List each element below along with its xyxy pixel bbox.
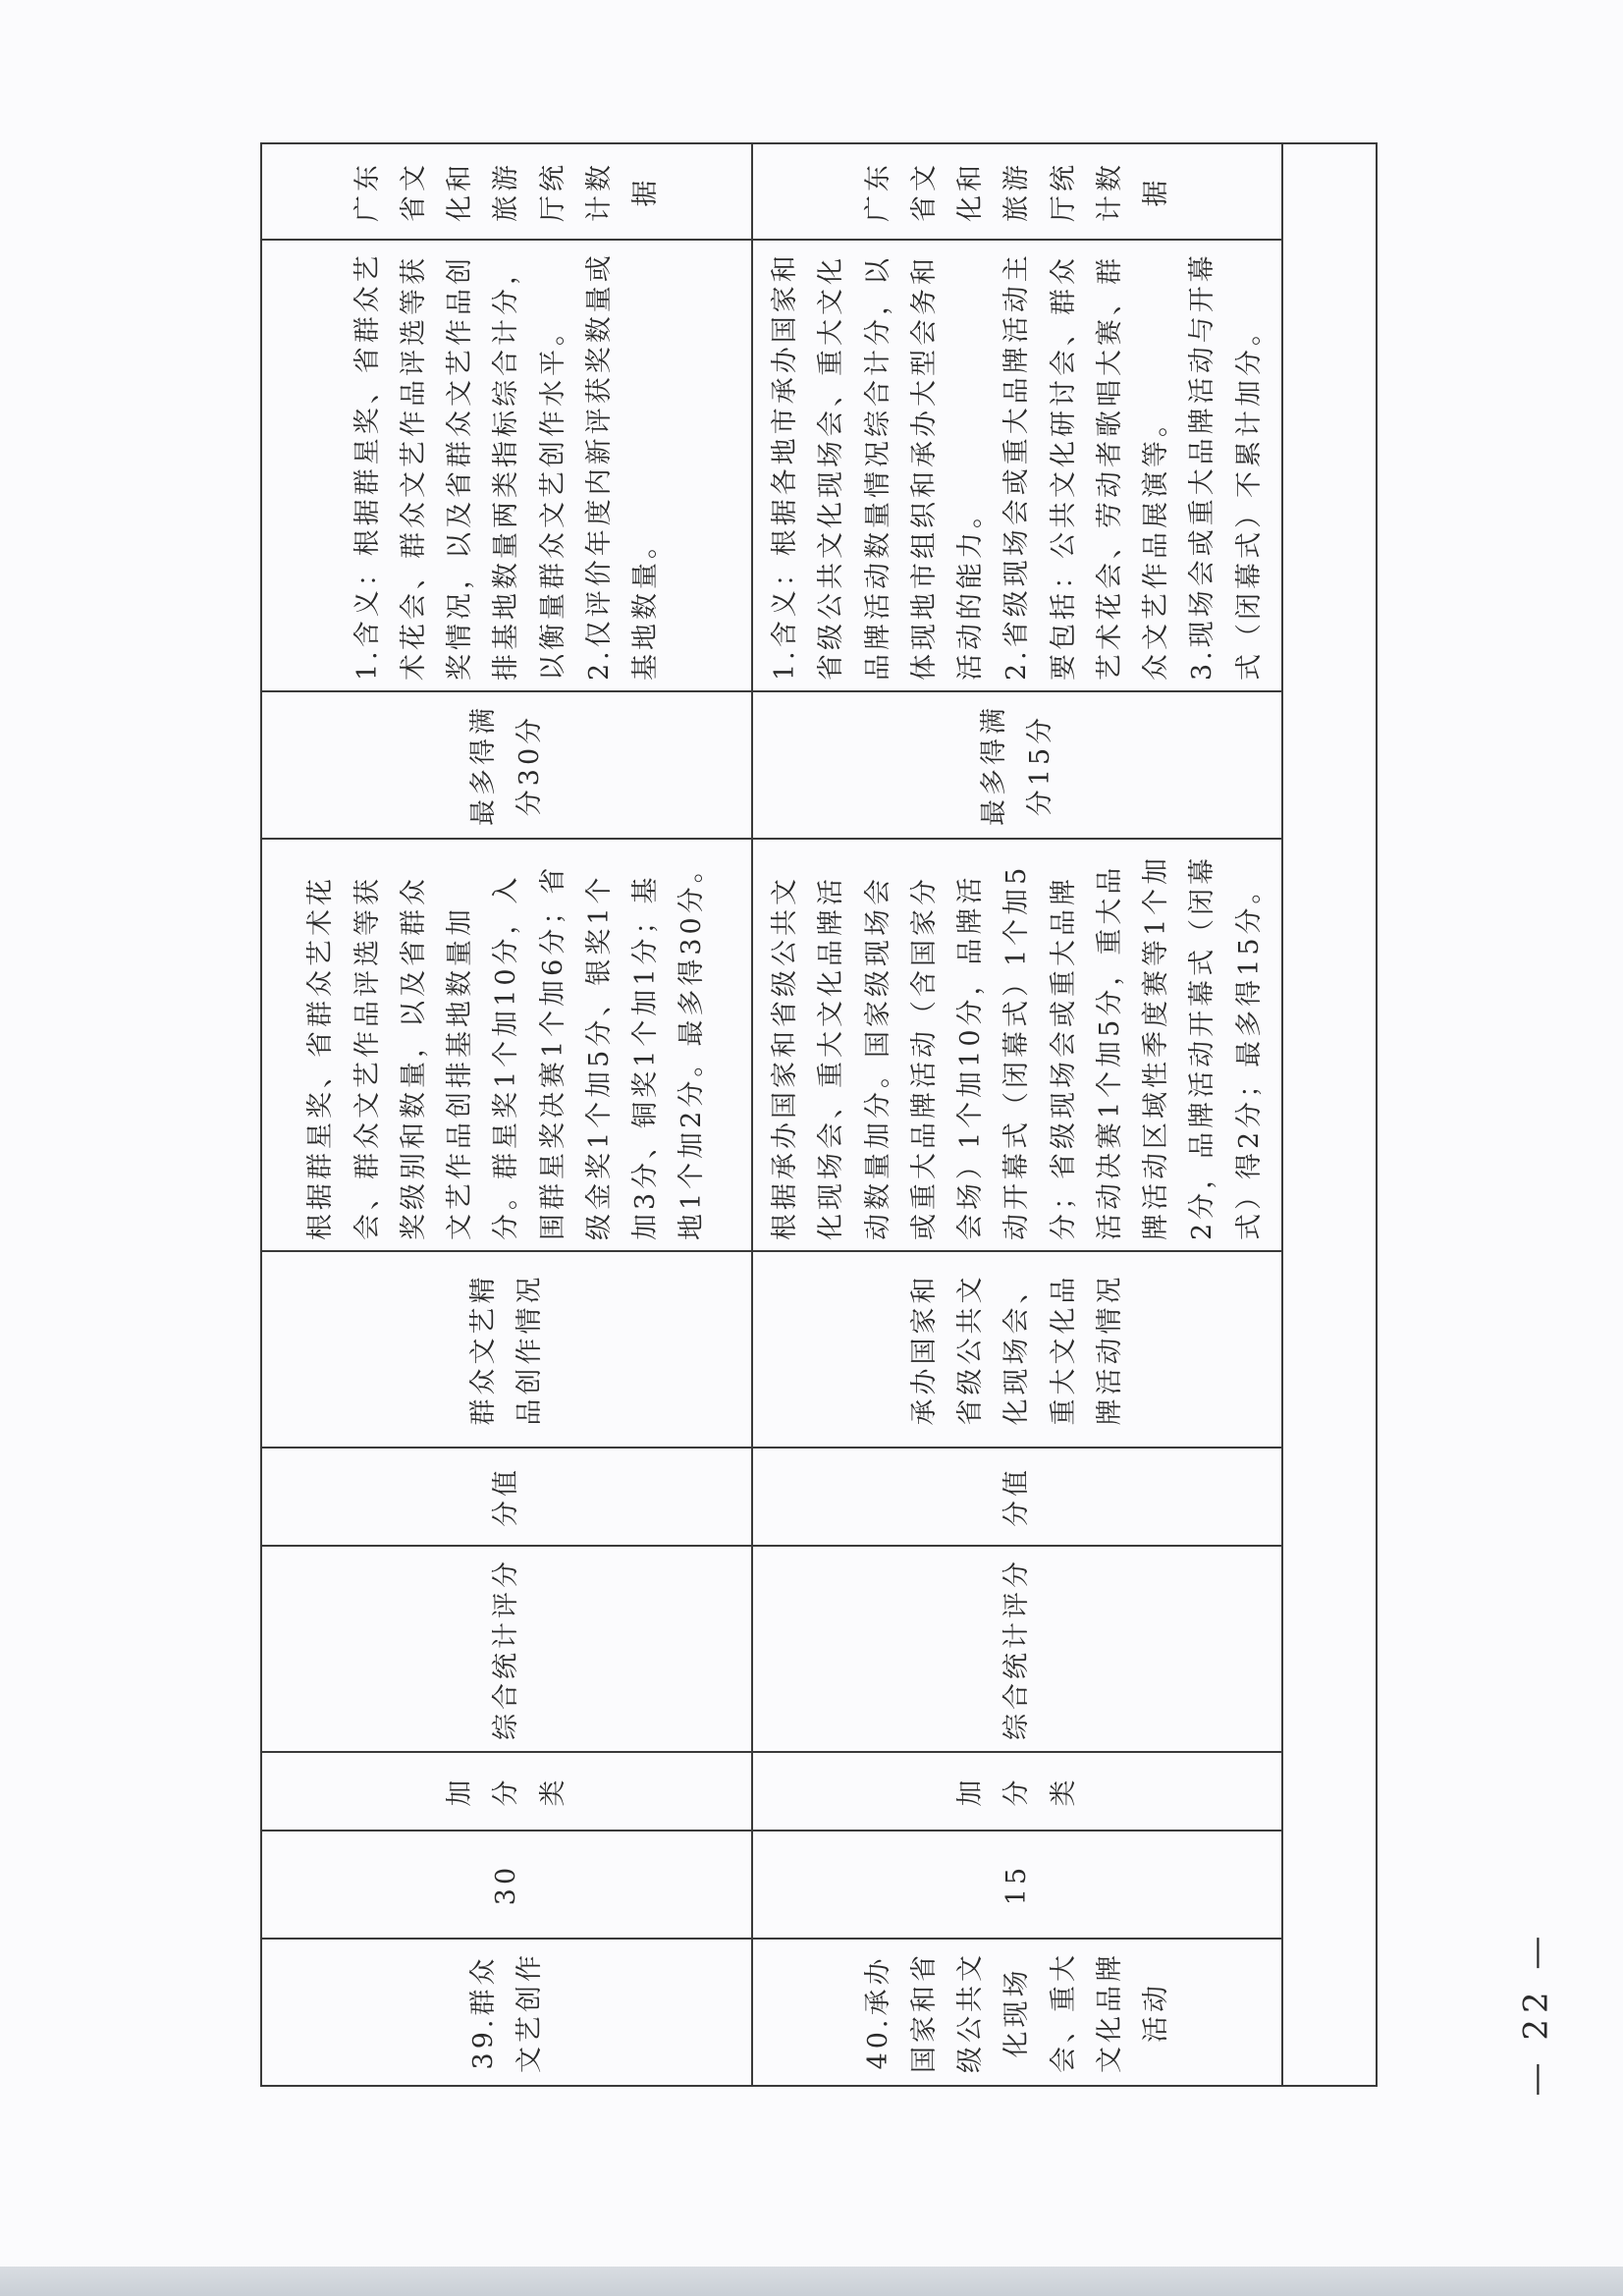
unit: 分值 <box>752 1448 1282 1546</box>
description-line: 1.含义：根据群星奖、省群众艺术花会、群众文艺作品评选等获奖情况，以及省群众文艺作品创排基地数量两类指标综合计分，以衡量群众文艺创作水平。 <box>352 251 568 681</box>
index-name: 40.承办国家和省级公共文化现场会、重大文化品牌活动 <box>752 1939 1282 2086</box>
unit: 分值 <box>261 1448 752 1546</box>
description-line: 3.现场会或重大品牌活动与开幕式（闭幕式）不累计加分。 <box>1187 251 1265 681</box>
content: 群众文艺精品创作情况 <box>261 1251 752 1448</box>
table-sheet <box>260 144 1365 2087</box>
weight: 15 <box>752 1831 1282 1939</box>
blank-row <box>1282 143 1377 2086</box>
method: 综合统计评分 <box>752 1546 1282 1752</box>
content: 承办国家和省级公共文化现场会、重大文化品牌活动情况 <box>752 1251 1282 1448</box>
description-line: 1.含义：根据各地市承办国家和省级公共文化现场会、重大文化品牌活动数量情况综合计分，以体现地市组织和承办大型会务和活动的能力。 <box>770 251 987 681</box>
description-line: 2.仅评价年度内新评获奖数量或基地数量。 <box>583 251 662 681</box>
data-source: 广东省文化和旅游厅统计数据 <box>261 143 752 240</box>
scanner-edge <box>0 2267 1623 2296</box>
description <box>752 240 1282 691</box>
scoring-criteria: 根据群星奖、省群众艺术花会、群众文艺作品评选等获奖级别和数量，以及省群众文艺作品创排基地数量加分。群星奖1个加10分，入围群星奖决赛1个加6分；省级金奖1个加5分、银奖1个加3分、铜奖1个加1分；基地1个加2分。最多得30分。 <box>261 839 752 1251</box>
weight: 30 <box>261 1831 752 1939</box>
blank-cell <box>1282 143 1377 2086</box>
page-number: — 22 — <box>1516 1930 1556 2097</box>
rotated-table-frame <box>260 144 1365 2087</box>
description <box>261 240 752 691</box>
max-score: 最多得满分15分 <box>752 691 1282 839</box>
data-source: 广东省文化和旅游厅统计数据 <box>752 143 1282 240</box>
scoring-criteria: 根据承办国家和省级公共文化现场会、重大文化品牌活动数量加分。国家级现场会或重大品牌活动（含国家分会场）1个加10分，品牌活动开幕式（闭幕式）1个加5分；省级现场会或重大品牌活动决赛1个加5分，重大品牌活动区域性季度赛等1个加2分，品牌活动开幕式（闭幕式）得2分；最多得15分。 <box>752 839 1282 1251</box>
category: 加分类 <box>752 1752 1282 1831</box>
method: 综合统计评分 <box>261 1546 752 1752</box>
max-score: 最多得满分30分 <box>261 691 752 839</box>
category: 加分类 <box>261 1752 752 1831</box>
index-name: 39.群众文艺创作 <box>261 1939 752 2086</box>
table-row <box>752 143 1282 2086</box>
table-row <box>261 143 752 2086</box>
description-line: 2.省级现场会或重大品牌活动主要包括：公共文化研讨会、群众艺术花会、劳动者歌唱大赛、群众文艺作品展演等。 <box>1001 251 1172 681</box>
evaluation-table <box>260 142 1378 2087</box>
